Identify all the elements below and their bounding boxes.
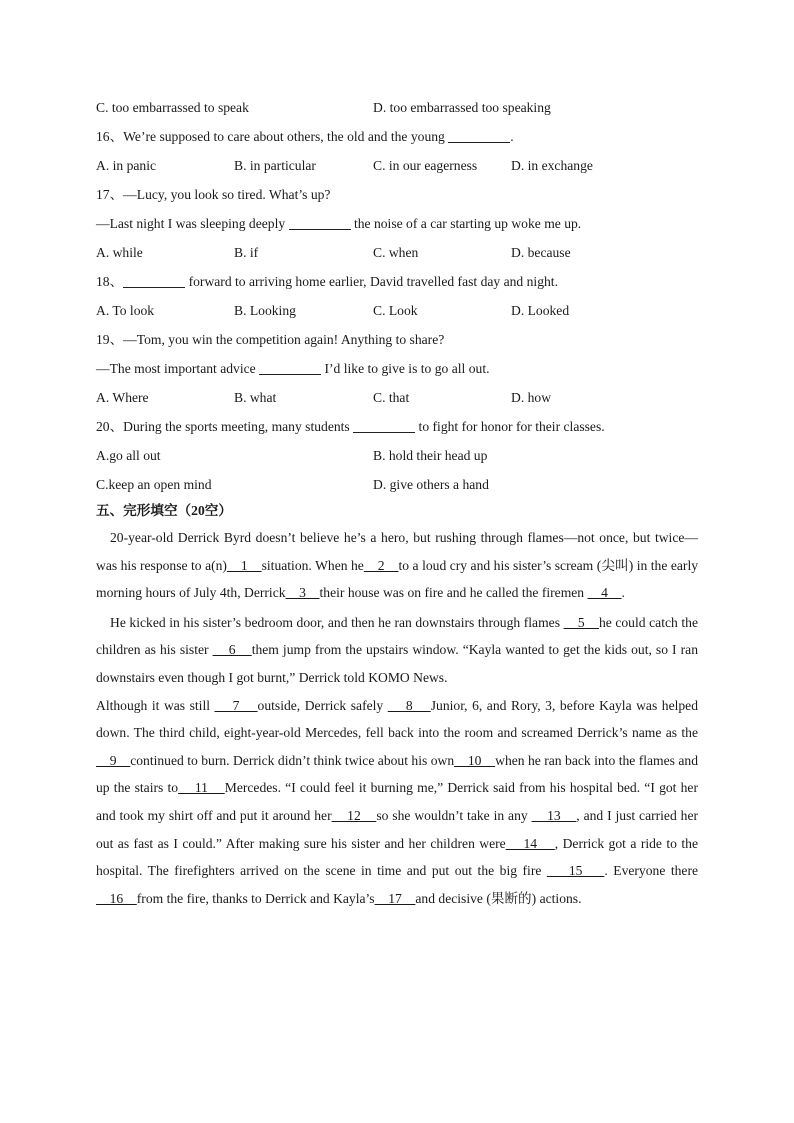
q16-blank[interactable] bbox=[448, 128, 510, 143]
q16-option-d[interactable]: D. in exchange bbox=[511, 158, 593, 173]
q20-options-row2 bbox=[96, 470, 698, 499]
blank-14[interactable]: 14 bbox=[505, 835, 555, 851]
q15-option-d[interactable]: D. too embarrassed too speaking bbox=[373, 100, 551, 115]
q18-number: 18、 bbox=[96, 274, 124, 289]
q20-text-b: to fight for honor for their classes. bbox=[418, 419, 605, 434]
q17-option-c[interactable]: C. when bbox=[373, 245, 419, 260]
blank-2[interactable]: 2 bbox=[363, 557, 399, 573]
q16-option-b[interactable]: B. in particular bbox=[234, 158, 316, 173]
q17-line2 bbox=[96, 209, 698, 238]
blank-4[interactable]: 4 bbox=[587, 585, 622, 601]
blank-17[interactable]: 17 bbox=[374, 890, 416, 906]
q19-option-d[interactable]: D. how bbox=[511, 390, 552, 405]
q20-option-a[interactable]: A.go all out bbox=[96, 448, 161, 463]
passage-paragraph-2: He kicked in his sister’s bedroom door, and then he ran downstairs through flames 5 he could catch the children as his sister 6 them jump from the upstairs window. “Kayla wanted to get the kids out, so I ran downstairs even though I got burnt,” Derrick told KOMO News. bbox=[96, 614, 698, 685]
blank-5[interactable]: 5 bbox=[563, 614, 599, 630]
q16-options bbox=[96, 151, 698, 180]
q18-options bbox=[96, 296, 698, 325]
q18-option-d[interactable]: D. Looked bbox=[511, 303, 570, 318]
q17-stem: 17、—Lucy, you look so tired. What’s up? bbox=[96, 187, 331, 202]
q17-text-a: —Last night I was sleeping deeply bbox=[96, 216, 286, 231]
q20-text-a: 20、During the sports meeting, many students bbox=[96, 419, 350, 434]
q19-option-c[interactable]: C. that bbox=[373, 390, 410, 405]
q20-stem bbox=[96, 412, 698, 441]
q20-option-c[interactable]: C.keep an open mind bbox=[96, 477, 212, 492]
q17-blank[interactable] bbox=[289, 215, 351, 230]
q19-text-a: —The most important advice bbox=[96, 361, 256, 376]
blank-15[interactable]: 15 bbox=[546, 863, 605, 879]
q19-line2 bbox=[96, 354, 698, 383]
blank-8[interactable]: 8 bbox=[387, 697, 431, 713]
q20-options-row1 bbox=[96, 441, 698, 470]
q16-text: 16、We’re supposed to care about others, the old and the young bbox=[96, 129, 445, 144]
q16-option-c[interactable]: C. in our eagerness bbox=[373, 158, 478, 173]
q20-blank[interactable] bbox=[353, 418, 415, 433]
blank-11[interactable]: 11 bbox=[178, 780, 225, 796]
blank-16[interactable]: 16 bbox=[96, 890, 137, 906]
q19-blank[interactable] bbox=[259, 360, 321, 375]
q20-option-b[interactable]: B. hold their head up bbox=[373, 448, 488, 463]
passage-paragraph-3: Although it was still 7 outside, Derrick safely 8 Junior, 6, and Rory, 3, before Kayla was helped down. The third child, eight-year-old Mercedes, fell back into the room and screamed Derrick’s name as the 9 continued to burn. Derrick didn’t think twice about his own 10 when he ran back into the flames and up the stairs to 11 Mercedes. “I could feel it burning me,” Derrick said from his hospital bed. “I got her and took my shirt off and put it around her 12 so she wouldn’t take in any 13 , and I just carried her out as fast as I could.” After making sure his sister and her children were 14 , Derrick got a ride to the hospital. The firefighters arrived on the scene in time and put out the big fire 15 . Everyone there 16 from the fire, thanks to Derrick and Kayla’s 17 and decisive (果断的) actions. bbox=[96, 697, 699, 906]
q19-text-b: I’d like to give is to go all out. bbox=[324, 361, 490, 376]
blank-1[interactable]: 1 bbox=[226, 557, 262, 573]
q19-option-b[interactable]: B. what bbox=[234, 390, 277, 405]
q18-option-b[interactable]: B. Looking bbox=[234, 303, 296, 318]
passage-paragraph-1: 20-year-old Derrick Byrd doesn’t believe he’s a hero, but rushing through flames—not once, but twice—was his response to a(n) 1 situation. When he 2 to a loud cry and his sister’s scream (尖叫) in the early morning hours of July 4th, Derrick 3 their house was on fire and he called the firemen 4 . bbox=[96, 530, 699, 601]
blank-12[interactable]: 12 bbox=[331, 807, 377, 823]
exam-page bbox=[96, 93, 698, 912]
blank-7[interactable]: 7 bbox=[214, 697, 258, 713]
q16-end: . bbox=[510, 129, 514, 144]
blank-9[interactable]: 9 bbox=[96, 752, 131, 768]
q15-options bbox=[96, 93, 698, 122]
q17-options bbox=[96, 238, 698, 267]
q19-option-a[interactable]: A. Where bbox=[96, 390, 149, 405]
q18-stem bbox=[96, 267, 698, 296]
blank-10[interactable]: 10 bbox=[454, 752, 496, 768]
q18-option-c[interactable]: C. Look bbox=[373, 303, 418, 318]
q20-option-d[interactable]: D. give others a hand bbox=[373, 477, 489, 492]
q18-text: forward to arriving home earlier, David travelled fast day and night. bbox=[188, 274, 558, 289]
q15-option-c[interactable]: C. too embarrassed to speak bbox=[96, 100, 249, 115]
blank-13[interactable]: 13 bbox=[531, 807, 577, 823]
q19-stem: 19、—Tom, you win the competition again! Anything to share? bbox=[96, 332, 445, 347]
blank-3[interactable]: 3 bbox=[285, 585, 320, 601]
q19-options bbox=[96, 383, 698, 412]
q17-option-b[interactable]: B. if bbox=[234, 245, 259, 260]
blank-6[interactable]: 6 bbox=[212, 642, 252, 658]
q17-text-b: the noise of a car starting up woke me up. bbox=[353, 216, 582, 231]
q16-option-a[interactable]: A. in panic bbox=[96, 158, 157, 173]
q18-option-a[interactable]: A. To look bbox=[96, 303, 155, 318]
q18-blank[interactable] bbox=[123, 273, 185, 288]
q16-stem bbox=[96, 122, 698, 151]
q17-option-a[interactable]: A. while bbox=[96, 245, 143, 260]
section-title: 五、完形填空（20空） bbox=[96, 503, 232, 518]
q17-option-d[interactable]: D. because bbox=[511, 245, 571, 260]
